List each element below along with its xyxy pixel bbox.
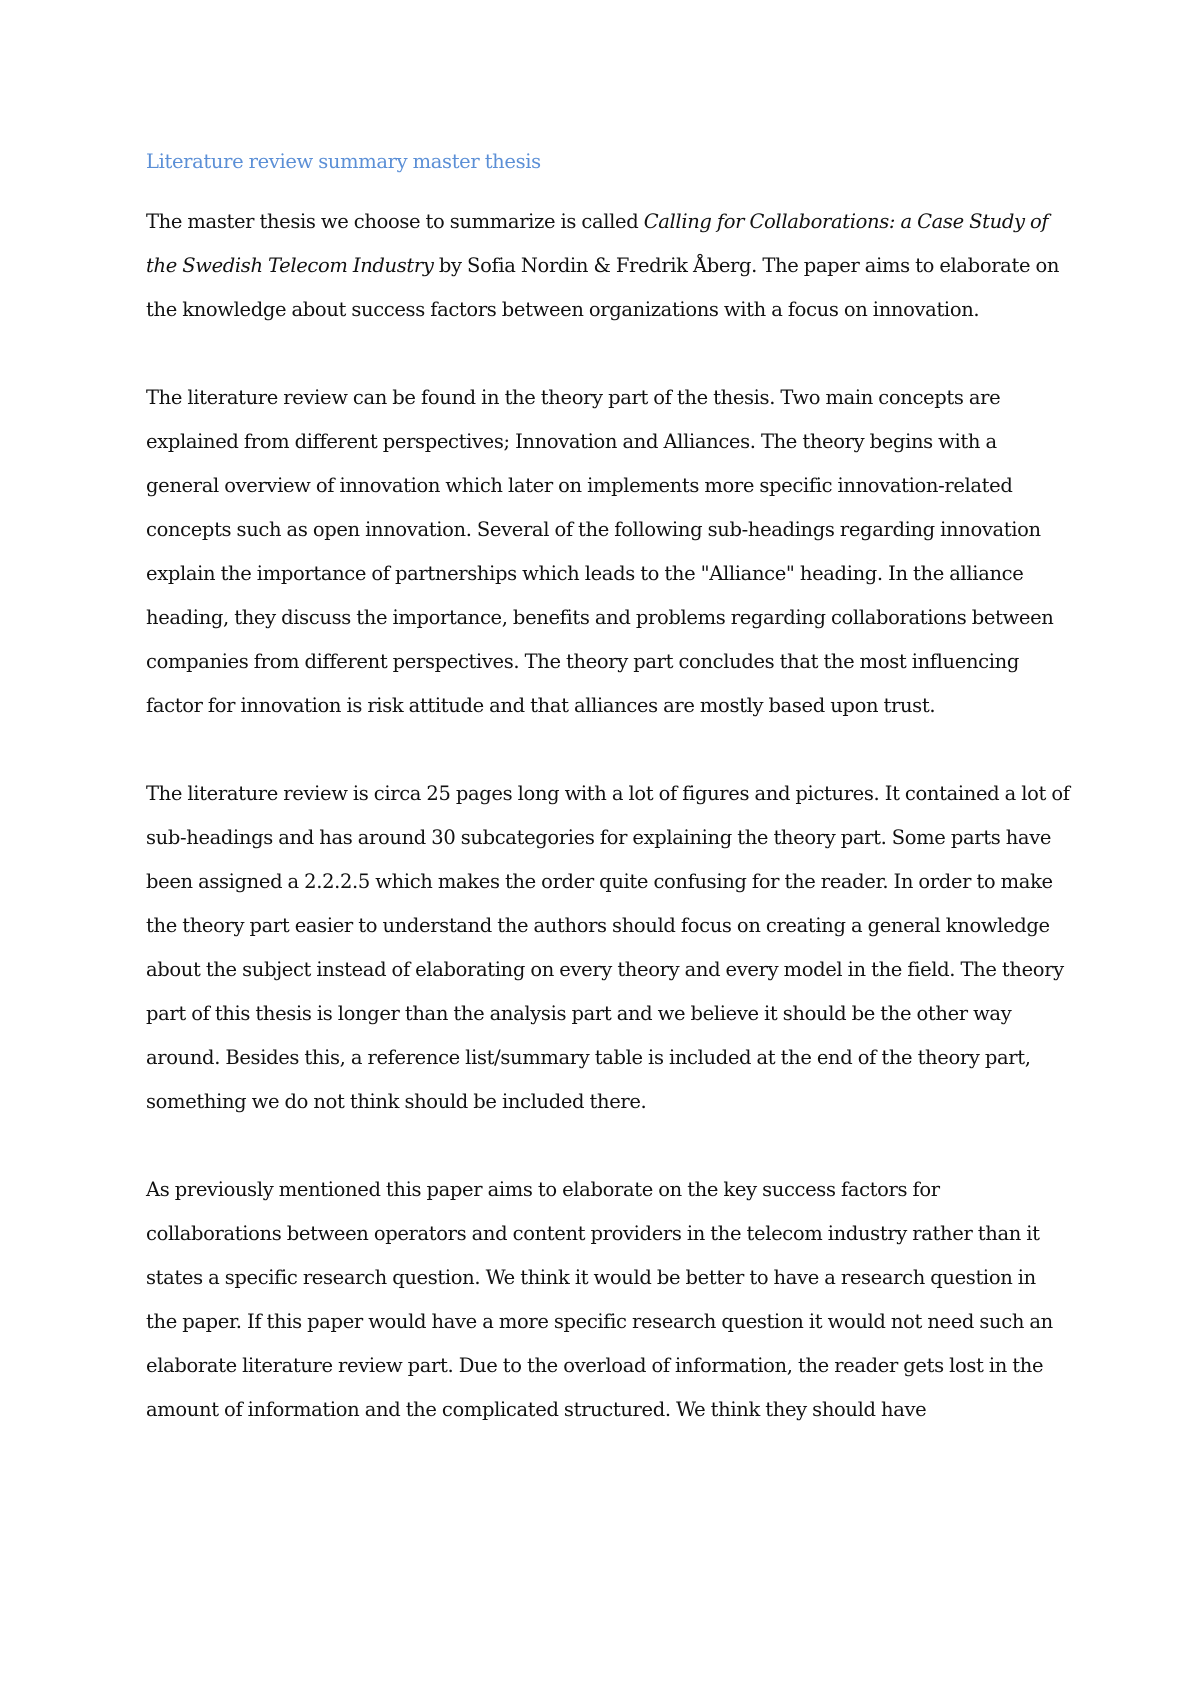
intro-text-before: The master thesis we choose to summarize is called bbox=[146, 210, 644, 233]
paragraph-theory-overview: The literature review can be found in the theory part of the thesis. Two main concepts are explained from different perspectives; Innovation and Alliances. The theory begins with a general overview of innovation which later on implements more specific innovation-related concepts such as open innovation. Several of the following sub-headings regarding innovation explain the importance of partnerships which leads to the "Alliance" heading. In the alliance heading, they discuss the importance, benefits and problems regarding collaborations between companies from different perspectives. The theory part concludes that the most influencing factor for innovation is risk attitude and that alliances are mostly based upon trust. bbox=[146, 386, 1054, 717]
document-body bbox=[146, 140, 1071, 1476]
document-heading: Literature review summary master thesis bbox=[146, 150, 541, 173]
intro-paragraph bbox=[146, 200, 1071, 332]
thesis-title: Calling for Collaborations: a Case Study of the Swedish Telecom Industry bbox=[146, 210, 1049, 277]
intro-text-after: by Sofia Nordin & Fredrik Åberg. The paper aims to elaborate on the knowledge about success factors between organizations with a focus on innovation. bbox=[146, 254, 1060, 321]
paragraph-review-structure: The literature review is circa 25 pages long with a lot of figures and pictures. It contained a lot of sub-headings and has around 30 subcategories for explaining the theory part. Some parts have been assigned a 2.2.2.5 which makes the order quite confusing for the reader. In order to make the theory part easier to understand the authors should focus on creating a general knowledge about the subject instead of elaborating on every theory and every model in the field. The theory part of this thesis is longer than the analysis part and we believe it should be the other way around. Besides this, a reference list/summary table is included at the end of the theory part, something we do not think should be included there. bbox=[146, 782, 1070, 1113]
paragraph-research-question: As previously mentioned this paper aims to elaborate on the key success factors for collaborations between operators and content providers in the telecom industry rather than it states a specific research question. We think it would be better to have a research question in the paper. If this paper would have a more specific research question it would not need such an elaborate literature review part. Due to the overload of information, the reader gets lost in the amount of information and the complicated structured. We think they should have bbox=[146, 1178, 1053, 1421]
